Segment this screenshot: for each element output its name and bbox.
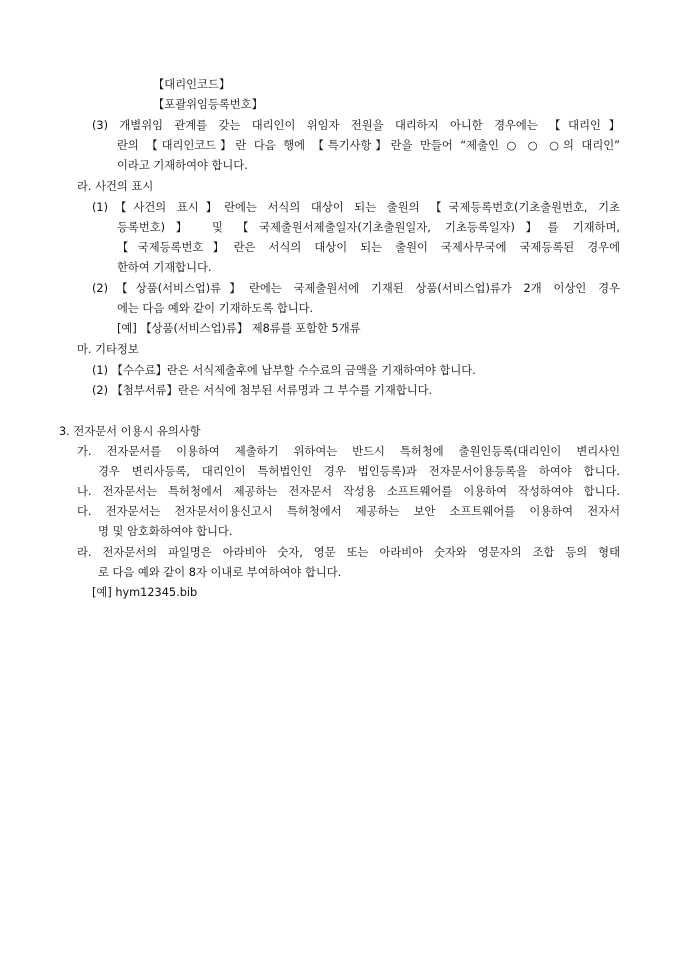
field-agent-code: 【대리인코드】: [153, 78, 231, 91]
case-1-line-1: (1)【사건의 표시】란에는 서식의 대상이 되는 출원의 【국제등록번호(기초출원번호, 기초: [92, 201, 620, 214]
field-blanket-delegation-number: 【포괄위임등록번호】: [153, 98, 263, 111]
section-ra-heading: 라. 사건의 표시: [77, 180, 154, 193]
edoc-filename-example: [예] hym12345.bib: [92, 586, 198, 599]
edoc-da-line-2: 명 및 암호화하여야 합니다.: [98, 525, 233, 538]
case-1-line-2: 등록번호)】 및 【국제출원서제출일자(기초출원일자, 기초등록일자)】를 기재하며,: [117, 221, 620, 234]
case-1-line-4: 한하여 기재합니다.: [117, 261, 212, 274]
edoc-ra-line-1: 라. 전자문서의 파일명은 아라비아 숫자, 영문 또는 아라비아 숫자와 영문자의 조합 등의 형태: [77, 546, 620, 559]
item-3-line-1: (3) 개별위임 관계를 갖는 대리인이 위임자 전원을 대리하지 아니한 경우에는 【대리인】: [92, 119, 620, 132]
other-info-1: (1) 【수수료】란은 서식제출후에 납부할 수수료의 금액을 기재하여야 합니다.: [92, 364, 476, 377]
edoc-da-line-1: 다. 전자문서는 전자문서이용신고시 특허청에서 제공하는 보안 소프트웨어를 이용하여 전자서: [77, 505, 620, 518]
section-ma-heading: 마. 기타정보: [77, 343, 139, 356]
edoc-ga-line-1: 가. 전자문서를 이용하여 제출하기 위하여는 반드시 특허청에 출원인등록(대리인이 변리사인: [77, 445, 620, 458]
case-1-line-3: 【국제등록번호】란은 서식의 대상이 되는 출원이 국제사무국에 국제등록된 경우에: [117, 241, 620, 254]
case-2-example: [예] 【상품(서비스업)류】 제8류를 포함한 5개류: [117, 322, 361, 335]
section-3-heading: 3. 전자문서 이용시 유의사항: [59, 425, 201, 438]
case-2-line-2: 에는 다음 예와 같이 기재하도록 합니다.: [117, 302, 314, 315]
edoc-ra-line-2: 로 다음 예와 같이 8자 이내로 부여하여야 합니다.: [98, 566, 342, 579]
other-info-2: (2) 【첨부서류】란은 서식에 첨부된 서류명과 그 부수를 기재합니다.: [92, 384, 433, 397]
edoc-ga-line-2: 경우 변리사등록, 대리인이 특허법인인 경우 법인등록)과 전자문서이용등록을 하여야 합니다.: [98, 465, 620, 478]
edoc-na-line: 나. 전자문서는 특허청에서 제공하는 전자문서 작성용 소프트웨어를 이용하여 작성하여야 합니다.: [77, 485, 620, 498]
item-3-line-3: 이라고 기재하여야 합니다.: [117, 159, 248, 172]
item-3-line-2: 란의 【대리인코드】란 다음 행에 【특기사항】란을 만들어 “제출인 ○ ○ ○의 대리인”: [117, 139, 620, 152]
case-2-line-1: (2)【상품(서비스업)류】란에는 국제출원서에 기재된 상품(서비스업)류가 2개 이상인 경우: [92, 282, 620, 295]
